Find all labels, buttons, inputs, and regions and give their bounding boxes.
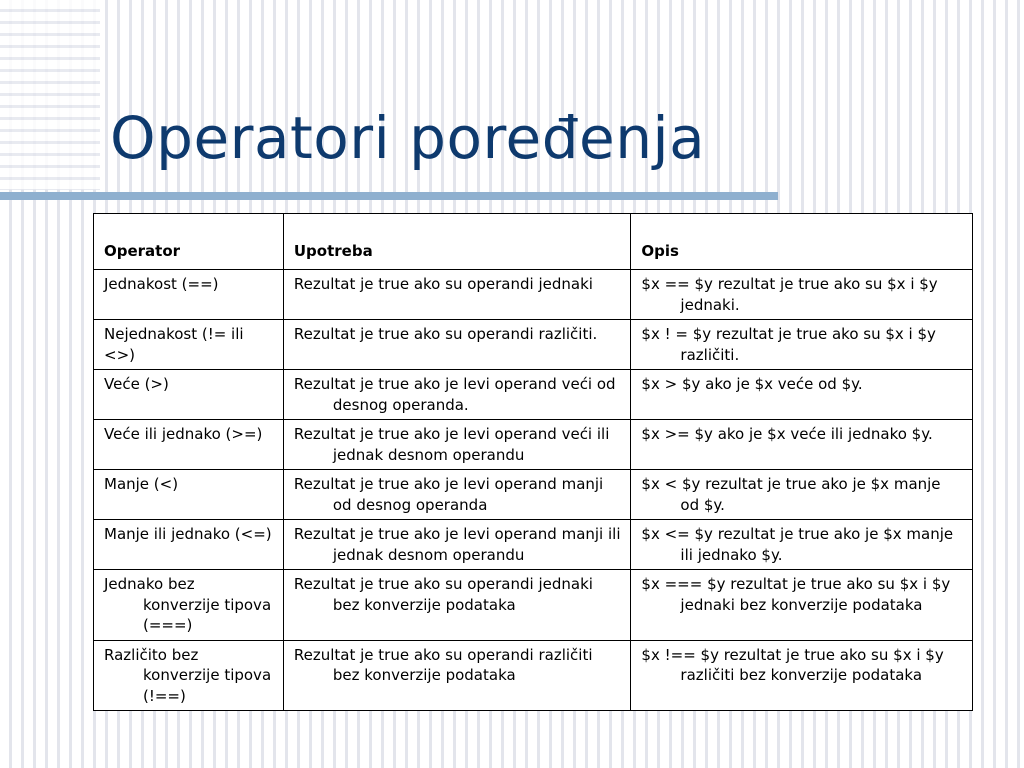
operator-text: Manje ili jednako (<=) [104, 525, 272, 543]
table-row [94, 520, 973, 570]
table-row [94, 320, 973, 370]
description-text: $x >= $y ako je $x veće ili jednako $y. [641, 425, 933, 443]
usage-text: Rezultat je true ako je levi operand veći ili jednak desnom operandu [293, 425, 610, 464]
description-cell [631, 570, 973, 641]
header-operator: Operator [94, 214, 284, 270]
operator-cell [94, 420, 284, 470]
description-cell [631, 370, 973, 420]
usage-cell [283, 570, 631, 641]
description-cell [631, 520, 973, 570]
description-cell [631, 270, 973, 320]
usage-text: Rezultat je true ako su operandi različiti. [293, 325, 598, 343]
operator-text: Nejednakost (!= ili <>) [104, 325, 244, 364]
usage-cell [283, 470, 631, 520]
description-text: $x !== $y rezultat je true ako su $x i $y različiti bez konverzije podataka [641, 645, 944, 684]
usage-cell [283, 320, 631, 370]
usage-text: Rezultat je true ako je levi operand veći od desnog operanda. [293, 375, 616, 414]
description-text: $x === $y rezultat je true ako su $x i $y jednaki bez konverzije podataka [641, 575, 951, 614]
table-row [94, 270, 973, 320]
title-underline [0, 192, 778, 200]
slide-title: Operatori poređenja [110, 104, 706, 172]
description-text: $x == $y rezultat je true ako su $x i $y jednaki. [641, 275, 938, 314]
table-row [94, 370, 973, 420]
operator-text: Različito bez konverzije tipova (!==) [104, 645, 272, 705]
table-row [94, 470, 973, 520]
operators-table [93, 213, 973, 711]
description-text: $x < $y rezultat je true ako je $x manje od $y. [641, 475, 941, 514]
description-cell [631, 470, 973, 520]
operator-cell [94, 470, 284, 520]
description-cell [631, 640, 973, 711]
operator-cell [94, 640, 284, 711]
description-cell [631, 420, 973, 470]
usage-cell [283, 520, 631, 570]
table-row [94, 640, 973, 711]
operator-cell [94, 520, 284, 570]
table-header-row [94, 214, 973, 270]
operator-text: Veće ili jednako (>=) [104, 425, 263, 443]
operator-text: Veće (>) [104, 375, 169, 393]
header-usage: Upotreba [283, 214, 631, 270]
operator-text: Jednako bez konverzije tipova (===) [104, 575, 272, 634]
usage-cell [283, 640, 631, 711]
usage-text: Rezultat je true ako su operandi jednaki bez konverzije podataka [293, 575, 593, 614]
header-description: Opis [631, 214, 973, 270]
usage-cell [283, 370, 631, 420]
operator-text: Jednakost (==) [104, 275, 219, 293]
description-cell [631, 320, 973, 370]
usage-cell [283, 420, 631, 470]
description-text: $x <= $y rezultat je true ako je $x manje ili jednako $y. [641, 525, 954, 564]
usage-text: Rezultat je true ako su operandi različiti bez konverzije podataka [293, 645, 593, 684]
usage-text: Rezultat je true ako su operandi jednaki [293, 275, 593, 293]
operator-text: Manje (<) [104, 475, 179, 493]
table-row [94, 570, 973, 641]
background-stripes [0, 0, 100, 190]
operator-cell [94, 370, 284, 420]
table-row [94, 420, 973, 470]
operator-cell [94, 320, 284, 370]
operator-cell [94, 570, 284, 641]
usage-text: Rezultat je true ako je levi operand manji od desnog operanda [293, 475, 604, 514]
operator-cell [94, 270, 284, 320]
description-text: $x ! = $y rezultat je true ako su $x i $y različiti. [641, 325, 936, 364]
usage-cell [283, 270, 631, 320]
usage-text: Rezultat je true ako je levi operand manji ili jednak desnom operandu [293, 525, 621, 564]
description-text: $x > $y ako je $x veće od $y. [641, 375, 863, 393]
